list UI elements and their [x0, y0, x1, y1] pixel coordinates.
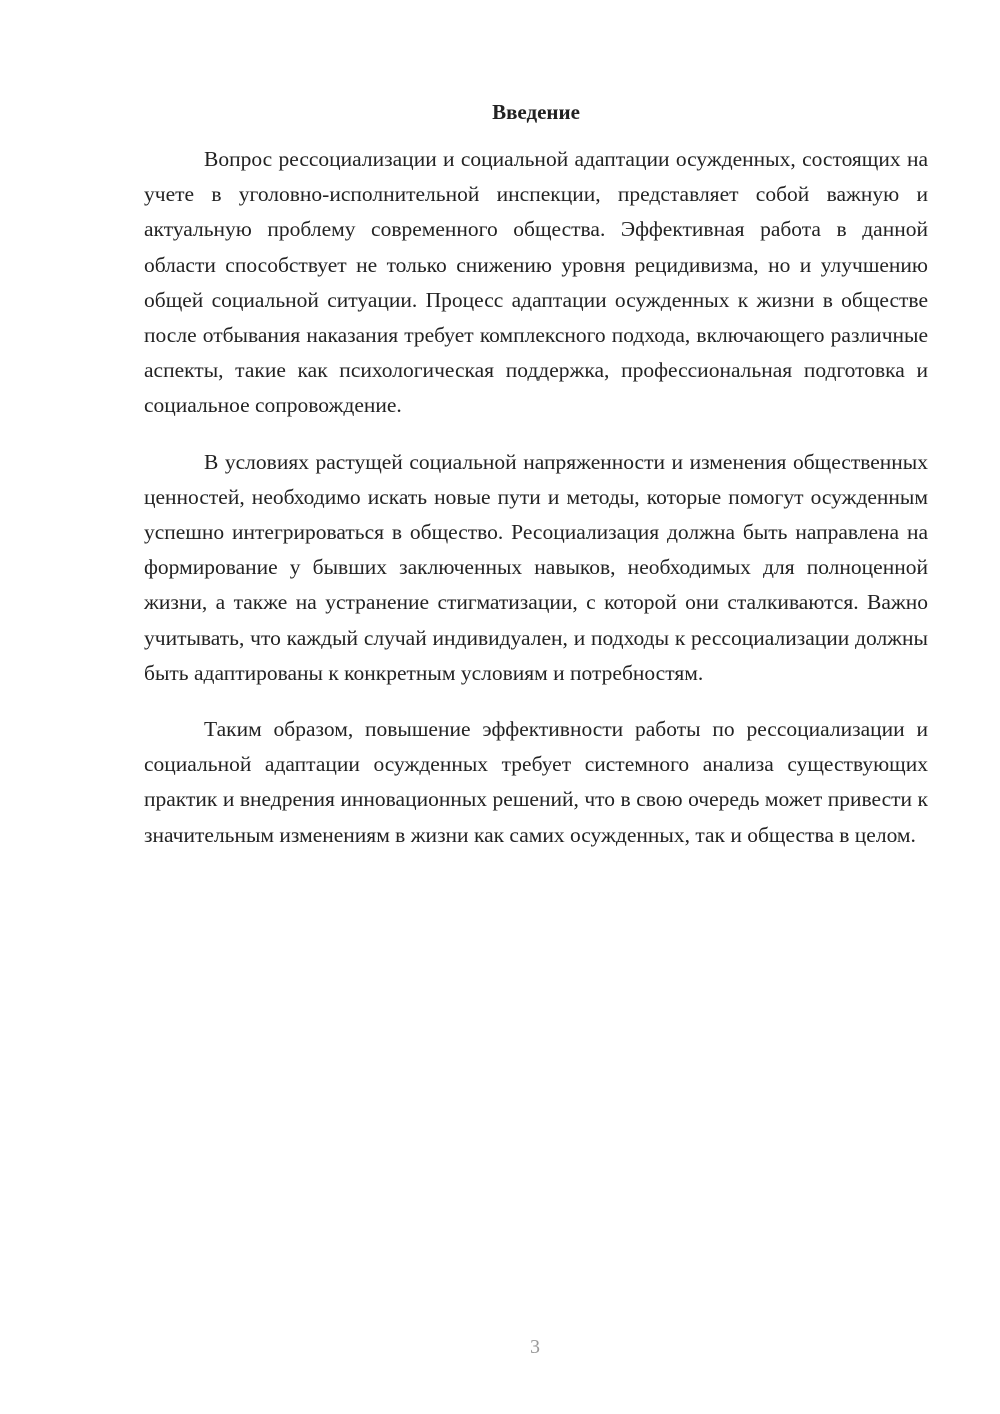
paragraph-3: Таким образом, повышение эффективности работы по рессоциализации и социальной адаптации осужденных требует системного анализа существующих практик и внедрения инновационных решений, что в свою очередь может привести к значительным изменениям в жизни как самих осужденных, так и общества в целом. — [144, 717, 928, 847]
document-body — [144, 142, 928, 874]
section-heading: Введение — [492, 100, 580, 124]
paragraph-2: В условиях растущей социальной напряженности и изменения общественных ценностей, необходимо искать новые пути и методы, которые помогут осужденным успешно интегрироваться в общество. Ресоциализация должна быть направлена на формирование у бывших заключенных навыков, необходимых для полноценной жизни, а также на устранение стигматизации, с которой они сталкиваются. Важно учитывать, что каждый случай индивидуален, и подходы к рессоциализации должны быть адаптированы к конкретным условиям и потребностям. — [144, 449, 928, 685]
page-number: 3 — [530, 1336, 540, 1358]
paragraph-1: Вопрос рессоциализации и социальной адаптации осужденных, состоящих на учете в уголовно-исполнительной инспекции, представляет собой важную и актуальную проблему современного общества. Эффективная работа в данной области способствует не только снижению уровня рецидивизма, но и улучшению общей социальной ситуации. Процесс адаптации осужденных к жизни в обществе после отбывания наказания требует комплексного подхода, включающего различные аспекты, такие как психологическая поддержка, профессиональная подготовка и социальное сопровождение. — [144, 147, 928, 418]
